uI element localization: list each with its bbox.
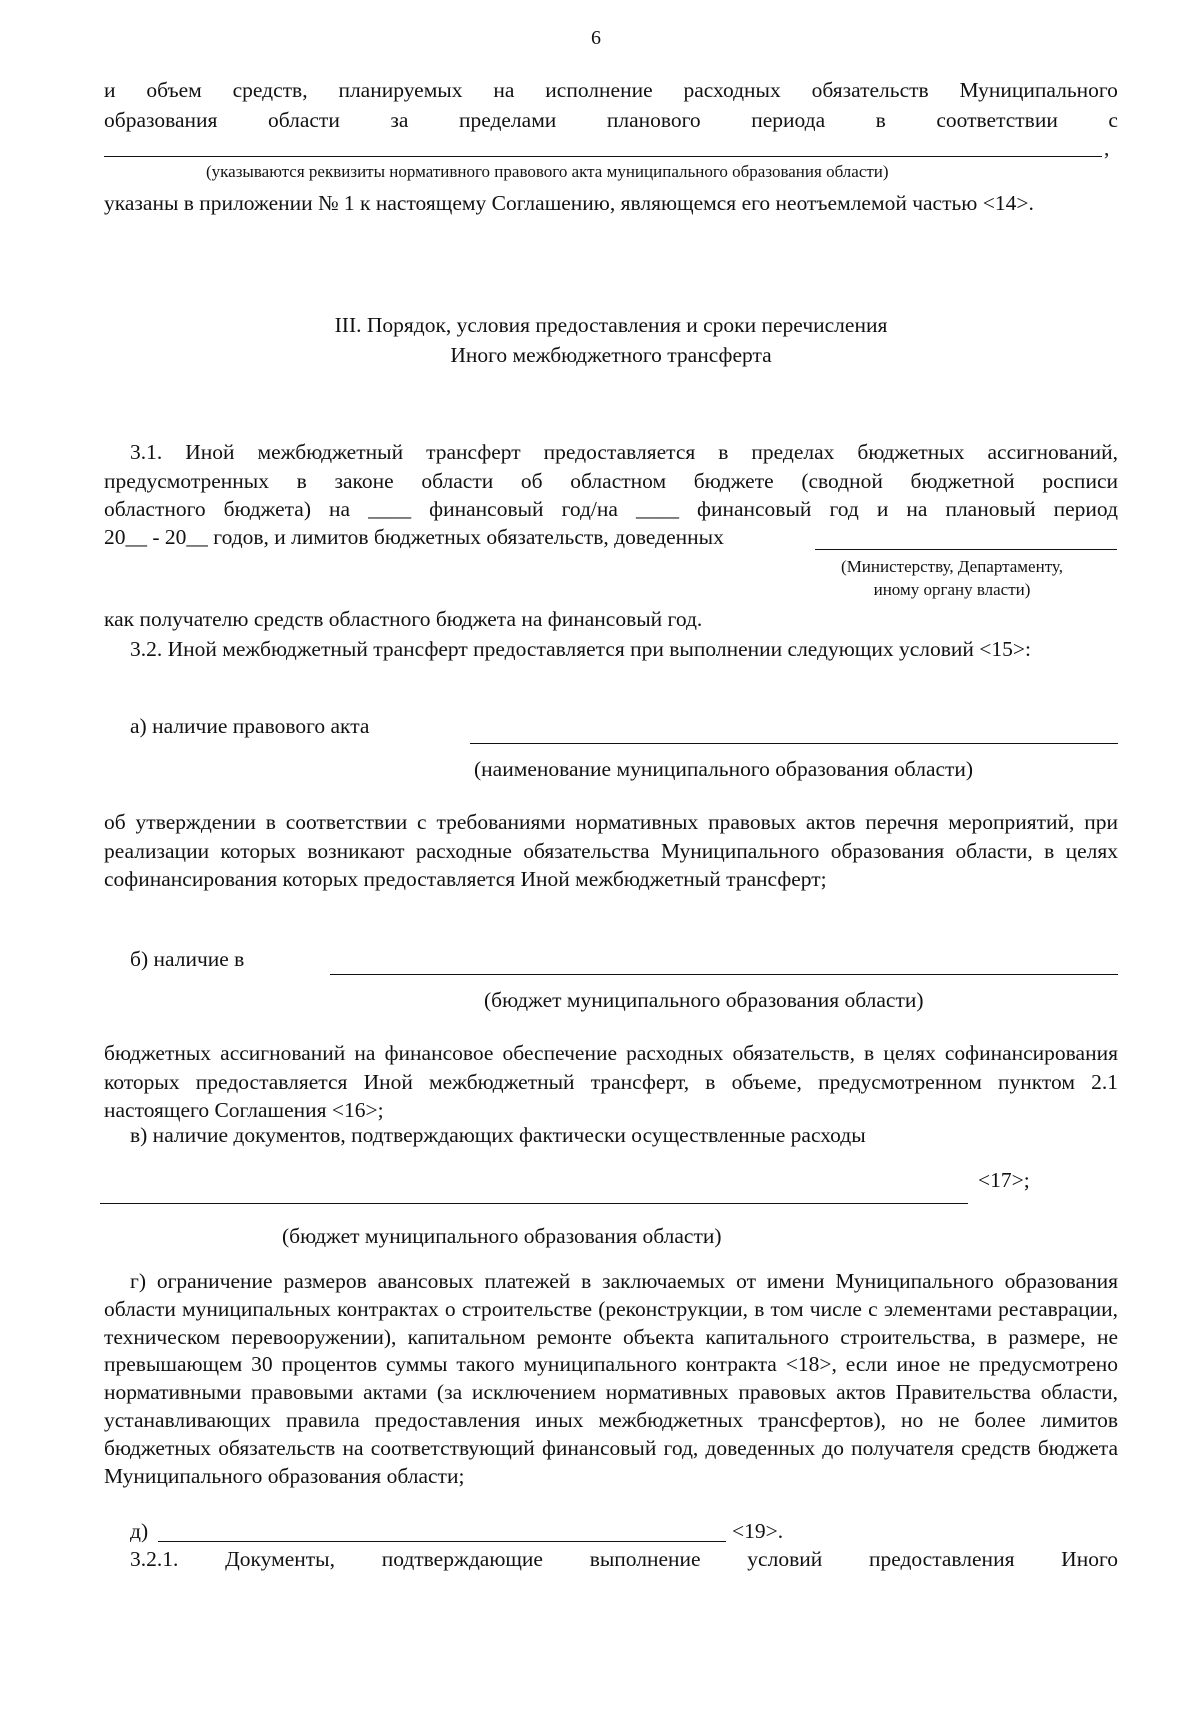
p31-caption-1: (Министерству, Департаменту, bbox=[841, 557, 1063, 576]
intro-line-2 bbox=[104, 108, 1118, 134]
intro-word: в bbox=[875, 108, 886, 132]
item-d-ref: <19>. bbox=[732, 1519, 784, 1543]
intro-word: планового bbox=[606, 108, 701, 132]
intro-continuation: указаны в приложении № 1 к настоящему Соглашению, являющемся его неотъемлемой частью <14>. bbox=[104, 191, 1034, 215]
intro-word: объем bbox=[146, 78, 202, 102]
p321-word: условий bbox=[747, 1547, 823, 1571]
p31-line-5: как получателю средств областного бюджета на финансовый год. bbox=[104, 607, 703, 631]
item-b-fill-in-line bbox=[330, 974, 1118, 975]
intro-word: соответствии bbox=[936, 108, 1058, 132]
intro-word: Муниципального bbox=[959, 78, 1118, 102]
intro-word: пределами bbox=[458, 108, 557, 132]
item-b-text: бюджетных ассигнований на финансовое обеспечение расходных обязательств, в целях софинансирования которых предоставляется Иной межбюджетный трансферт, в объеме, предусмотренном пунктом 2.1 настоящего Соглашения <16>; bbox=[104, 1041, 1118, 1122]
intro-word: и bbox=[104, 78, 116, 102]
trailing-comma: , bbox=[1104, 136, 1110, 160]
p31-line-3: областного бюджета) на ____ финансовый год/на ____ финансовый год и на плановый период bbox=[104, 497, 1118, 521]
fill-in-line bbox=[104, 156, 1102, 157]
p32-text: 3.2. Иной межбюджетный трансферт предоставляется при выполнении следующих условий <15>: bbox=[130, 637, 1032, 661]
intro-line-1 bbox=[104, 78, 1118, 104]
item-a-caption: (наименование муниципального образования области) bbox=[474, 757, 974, 781]
intro-word: средств, bbox=[232, 78, 308, 102]
p321-word: Иного bbox=[1061, 1547, 1118, 1571]
intro-word: периода bbox=[751, 108, 826, 132]
p31-line-2: предусмотренных в законе области об областном бюджете (сводной бюджетной росписи bbox=[104, 469, 1118, 493]
item-v-fill-in-line bbox=[100, 1203, 968, 1204]
intro-word: исполнение bbox=[545, 78, 653, 102]
intro-word: планируемых bbox=[338, 78, 463, 102]
item-d-fill-in-line bbox=[158, 1541, 726, 1542]
p31-fill-in-line bbox=[815, 549, 1117, 550]
intro-word: обязательств bbox=[811, 78, 929, 102]
p321-word: 3.2.1. bbox=[130, 1547, 179, 1571]
item-g-text: г) ограничение размеров авансовых платежей в заключаемых от имени Муниципального образования области муниципальных контрактах о строительстве (реконструкции, в том числе с элементами реставрации, техническом перевооружении), капитальном ремонте объекта капитального строительства, в размере, не превышающем 30 процентов суммы такого муниципального контракта <18>, если иное не предусмотрено нормативными правовыми актами (за исключением нормативных правовых актов Правительства области, устанавливающих правила предоставления иных межбюджетных трансфертов), но не более лимитов бюджетных обязательств на соответствующий финансовый год, доведенных до получателя средств бюджета Муниципального образования области; bbox=[104, 1269, 1118, 1488]
item-v-caption: (бюджет муниципального образования области) bbox=[282, 1224, 722, 1248]
item-a-label: а) наличие правового акта bbox=[130, 714, 370, 738]
item-a-text: об утверждении в соответствии с требованиями нормативных правовых актов перечня мероприятий, при реализации которых возникают расходные обязательства Муниципального образования области, в целях софинансирования которых предоставляется Иной межбюджетный трансферт; bbox=[104, 810, 1118, 891]
p31-line-1: 3.1. Иной межбюджетный трансферт предоставляется в пределах бюджетных ассигнований, bbox=[130, 440, 1118, 464]
item-a-fill-in-line bbox=[470, 743, 1118, 744]
p321-word: подтверждающие bbox=[381, 1547, 543, 1571]
section-title-line-1: III. Порядок, условия предоставления и сроки перечисления bbox=[334, 313, 888, 337]
p321-line bbox=[130, 1547, 1118, 1573]
item-b-label: б) наличие в bbox=[130, 947, 245, 971]
intro-caption: (указываются реквизиты нормативного правового акта муниципального образования области) bbox=[206, 162, 889, 181]
item-b-caption: (бюджет муниципального образования области) bbox=[484, 988, 924, 1012]
intro-word: образования bbox=[104, 108, 218, 132]
intro-word: с bbox=[1108, 108, 1118, 132]
page-number: 6 bbox=[591, 27, 601, 49]
item-d-label: д) bbox=[130, 1519, 149, 1543]
section-title-line-2: Иного межбюджетного трансферта bbox=[450, 343, 772, 367]
intro-word: области bbox=[267, 108, 340, 132]
p321-word: Документы, bbox=[225, 1547, 335, 1571]
intro-word: на bbox=[493, 78, 515, 102]
item-v-ref: <17>; bbox=[978, 1168, 1030, 1192]
p321-word: предоставления bbox=[868, 1547, 1015, 1571]
p321-word: выполнение bbox=[589, 1547, 701, 1571]
p31-caption-2: иному органу власти) bbox=[873, 580, 1031, 599]
intro-word: расходных bbox=[683, 78, 781, 102]
item-v-text: в) наличие документов, подтверждающих фактически осуществленные расходы bbox=[130, 1123, 866, 1147]
intro-word: за bbox=[390, 108, 409, 132]
p31-line-4: 20__ - 20__ годов, и лимитов бюджетных обязательств, доведенных bbox=[104, 525, 724, 549]
